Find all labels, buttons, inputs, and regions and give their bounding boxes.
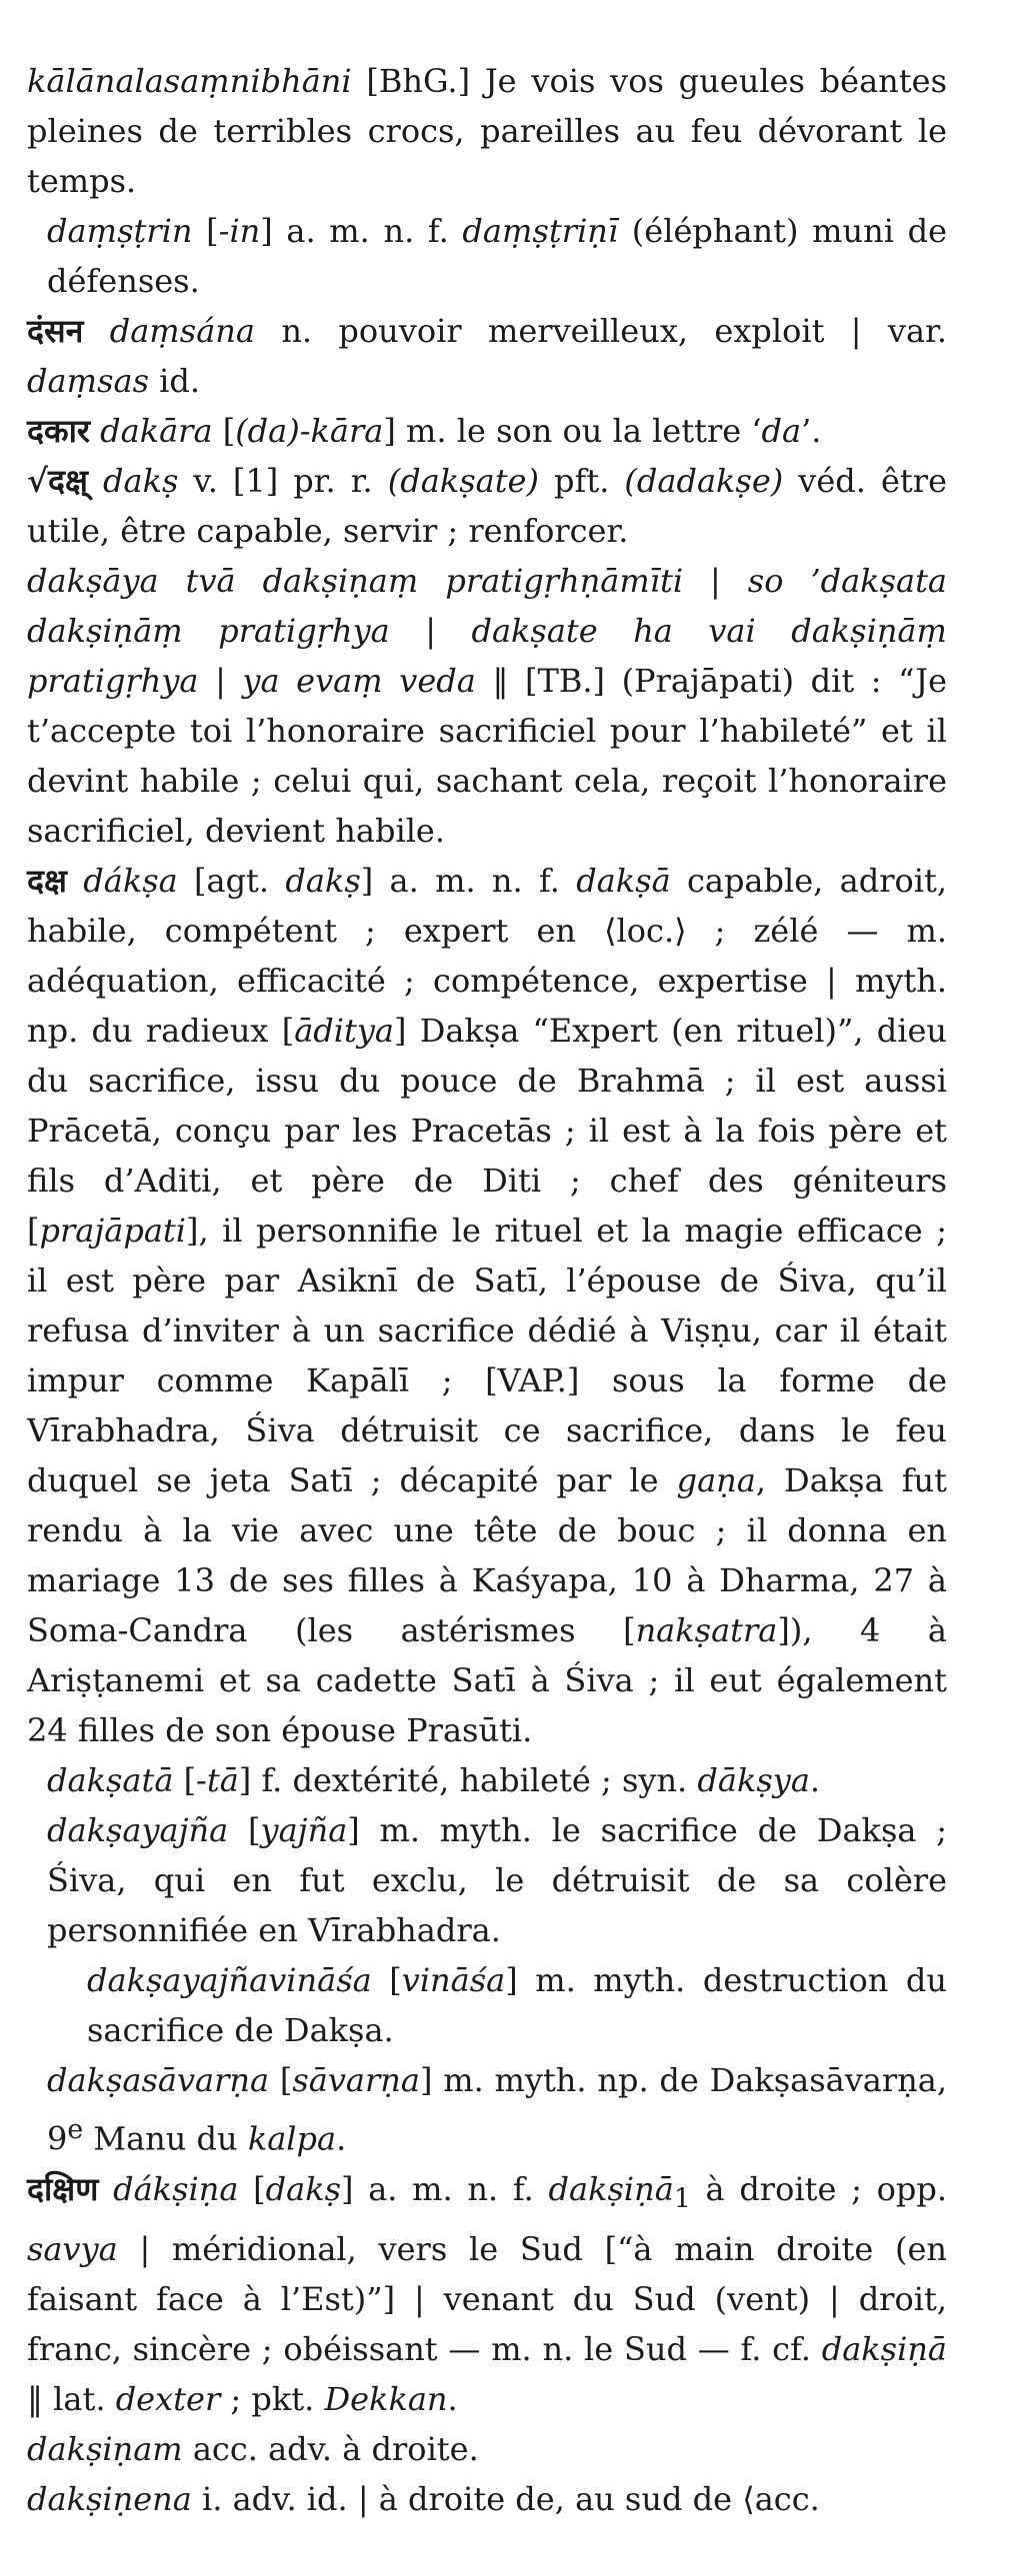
entry-text: véd. être utile, être capable, servir ; renforcer. (27, 462, 948, 550)
entry-text: [ (269, 2061, 293, 2099)
italic-term: dakṣiṇam (27, 2430, 183, 2469)
entry-text: ] a. m. n. f. (360, 862, 577, 900)
italic-term: dákṣa (83, 862, 178, 900)
dictionary-entry (27, 406, 947, 456)
entry-text: . (336, 2119, 347, 2158)
entry-text: v. [1] pr. r. (178, 462, 388, 500)
italic-term: kalpa (247, 2119, 337, 2158)
devanagari-headword: दकार (27, 412, 90, 450)
entry-text: ] m. myth. le sacrifice de Dakṣa ; Śiva, qui en fut exclu, le détruisit de sa colère personnifiée en Vīrabhadra. (47, 1811, 948, 1949)
entry-text: ’. (801, 412, 822, 450)
italic-term: (dadakṣe) (624, 462, 784, 500)
dictionary-page (27, 56, 947, 2524)
superscript: e (67, 2114, 84, 2145)
entry-text (90, 412, 100, 450)
entry-text: n. pouvoir merveilleux, exploit | var. (254, 312, 948, 350)
entry-text: . (447, 2380, 458, 2419)
dictionary-entry (27, 1955, 947, 2055)
italic-term: savya (27, 2230, 118, 2269)
entry-text: (éléphant) muni de défenses. (47, 212, 948, 300)
italic-term: dakṣasāvarṇa (47, 2061, 270, 2099)
italic-term: dakṣiṇā (821, 2330, 947, 2369)
entry-text: ] a. m. n. f. (341, 2169, 549, 2208)
entry-text: ], il personnifie le rituel et la magie efficace ; il est père par Asiknī de Satī, l’épouse de Śiva, qu’il refusa d’inviter à un sacrifice dédié à Viṣṇu, car il était impur comme Kapālī ; [VAP.] sous la forme de Vīrabhadra, Śiva détruisit ce sacrifice, dans le feu duquel se jeta Satī ; décapité par le (27, 1212, 947, 1499)
devanagari-headword: √दक्ष् (27, 462, 88, 500)
dictionary-entry (27, 1755, 947, 1805)
italic-term: dakāra (100, 412, 213, 450)
entry-text: ] m. myth. destruction du sacrifice de Dakṣa. (87, 1961, 948, 2049)
italic-term: prajāpati (39, 1212, 186, 1250)
italic-term: dexter (115, 2380, 221, 2419)
italic-term: dákṣiṇa (113, 2169, 239, 2208)
italic-term: vināśa (401, 1961, 506, 1999)
entry-text: à droite ; opp. (690, 2169, 948, 2208)
italic-term: gaṇa (676, 1461, 756, 1499)
italic-term: kālānalasaṃnibhāni (27, 62, 352, 100)
entry-text: [agt. (177, 862, 286, 900)
italic-term: (da)-kāra (235, 412, 384, 450)
entry-text: ] a. m. n. f. (260, 212, 463, 250)
italic-term: daṃsas (27, 362, 149, 400)
italic-term: dākṣya (697, 1761, 810, 1799)
italic-term: Dekkan (324, 2380, 448, 2419)
italic-term: dakṣayajñavināśa (87, 1961, 372, 1999)
entry-text: [ (192, 212, 219, 250)
devanagari-headword: दंसन (27, 312, 84, 350)
entry-text: id. (148, 362, 201, 400)
entry-text (98, 2170, 113, 2208)
entry-text (67, 862, 83, 900)
entry-text: ] f. dextérité, habileté ; syn. (238, 1761, 698, 1799)
italic-term: -in (218, 212, 261, 250)
dictionary-entry (27, 206, 947, 306)
dictionary-entry (27, 2164, 947, 2424)
entry-text: [ (371, 1961, 402, 1999)
entry-text: [BhG.] Je vois vos gueules béantes pleines de terribles crocs, pareilles au feu dévorant le temps. (27, 62, 947, 200)
entry-text: acc. adv. à droite. (182, 2430, 479, 2469)
italic-term: dakṣ (265, 2169, 341, 2208)
dictionary-entry (27, 456, 947, 556)
dictionary-entry (27, 556, 947, 856)
dictionary-entry (27, 56, 947, 206)
italic-term: dakṣāya tvā dakṣiṇaṃ pratigṛhṇāmīti | so ’dakṣata dakṣiṇāṃ pratigṛhya | dakṣate ha vai dakṣiṇāṃ pratigṛhya | ya evaṃ veda (27, 562, 947, 700)
entry-text: [ (228, 1811, 261, 1849)
entry-text: ‖ [TB.] (Prajāpati) dit : “Je t’accepte toi l’honoraire sacrificiel pour l’habileté” et il devint habile ; celui qui, sachant cela, reçoit l’honoraire sacrificiel, devient habile. (27, 662, 948, 850)
dictionary-entry (27, 306, 947, 406)
italic-term: daṃṣṭrin (47, 212, 193, 250)
entry-text: capable, adroit, habile, compétent ; expert en ⟨loc.⟩ ; zélé — m. adéquation, efficacité ; compétence, expertise | myth. np. du radieux [ (27, 862, 948, 1050)
entry-text: , Dakṣa fut rendu à la vie avec une tête de bouc ; il donna en mariage 13 de ses filles à Kaśyapa, 10 à Dharma, 27 à Soma-Candra (les astérismes [ (27, 1461, 948, 1649)
italic-term: da (761, 412, 802, 450)
entry-text (83, 312, 109, 350)
entry-text: ] Dakṣa “Expert (en rituel)”, dieu du sacrifice, issu du pouce de Brahmā ; il est aussi Prācetā, conçu par les Pracetās ; il est à la fois père et fils d’Aditi, et père de Diti ; chef des géniteurs [ (27, 1012, 948, 1250)
entry-text: [ (238, 2169, 266, 2208)
italic-term: dakṣiṇena (27, 2480, 192, 2519)
entry-text (88, 462, 103, 500)
italic-term: dakṣiṇā (548, 2169, 674, 2208)
entry-text: i. adv. id. | à droite de, au sud de ⟨acc. (191, 2480, 820, 2519)
italic-term: dakṣā (576, 862, 671, 900)
dictionary-entry (27, 2055, 947, 2164)
italic-term: āditya (294, 1012, 394, 1050)
devanagari-headword: दक्ष (27, 862, 67, 900)
entry-text: | méridional, vers le Sud [“à main droite (en faisant face à l’Est)”] | venant du Sud (vent) | droit, franc, sincère ; obéissant — m. n. le Sud — f. cf. (27, 2230, 947, 2369)
italic-term: dakṣ (285, 862, 361, 900)
dictionary-entry (27, 1805, 947, 1955)
entry-text: pft. (538, 462, 625, 500)
entry-text: ]), 4 à Ariṣṭanemi et sa cadette Satī à Śiva ; il eut également 24 filles de son épouse Prasūti. (27, 1611, 948, 1749)
italic-term: (dakṣate) (387, 462, 539, 500)
italic-term: yajña (260, 1811, 348, 1849)
entry-text: ‖ lat. (27, 2380, 116, 2419)
entry-text: . (809, 1761, 821, 1799)
italic-term: dakṣ (103, 462, 179, 500)
devanagari-headword: दक्षिण (27, 2169, 99, 2208)
entry-text: Manu du (83, 2119, 248, 2158)
italic-term: daṃṣṭriṇī (462, 212, 619, 250)
entry-text: ] m. le son ou la lettre ‘ (383, 412, 762, 450)
entry-text: [ (212, 412, 236, 450)
entry-text: ] m. myth. np. de Dakṣasāvarṇa, 9 (47, 2061, 947, 2158)
italic-term: sāvarṇa (292, 2061, 420, 2099)
subscript: 1 (673, 2183, 691, 2215)
dictionary-entry (27, 2474, 947, 2524)
italic-term: nakṣatra (635, 1611, 778, 1649)
entry-text: ; pkt. (220, 2380, 325, 2419)
dictionary-entry (27, 856, 947, 1755)
italic-term: dakṣatā (47, 1761, 174, 1799)
dictionary-entry (27, 2424, 947, 2474)
italic-term: -tā (196, 1761, 239, 1799)
italic-term: daṃsána (109, 312, 255, 350)
entry-text: [ (173, 1761, 197, 1799)
italic-term: dakṣayajña (47, 1811, 229, 1849)
